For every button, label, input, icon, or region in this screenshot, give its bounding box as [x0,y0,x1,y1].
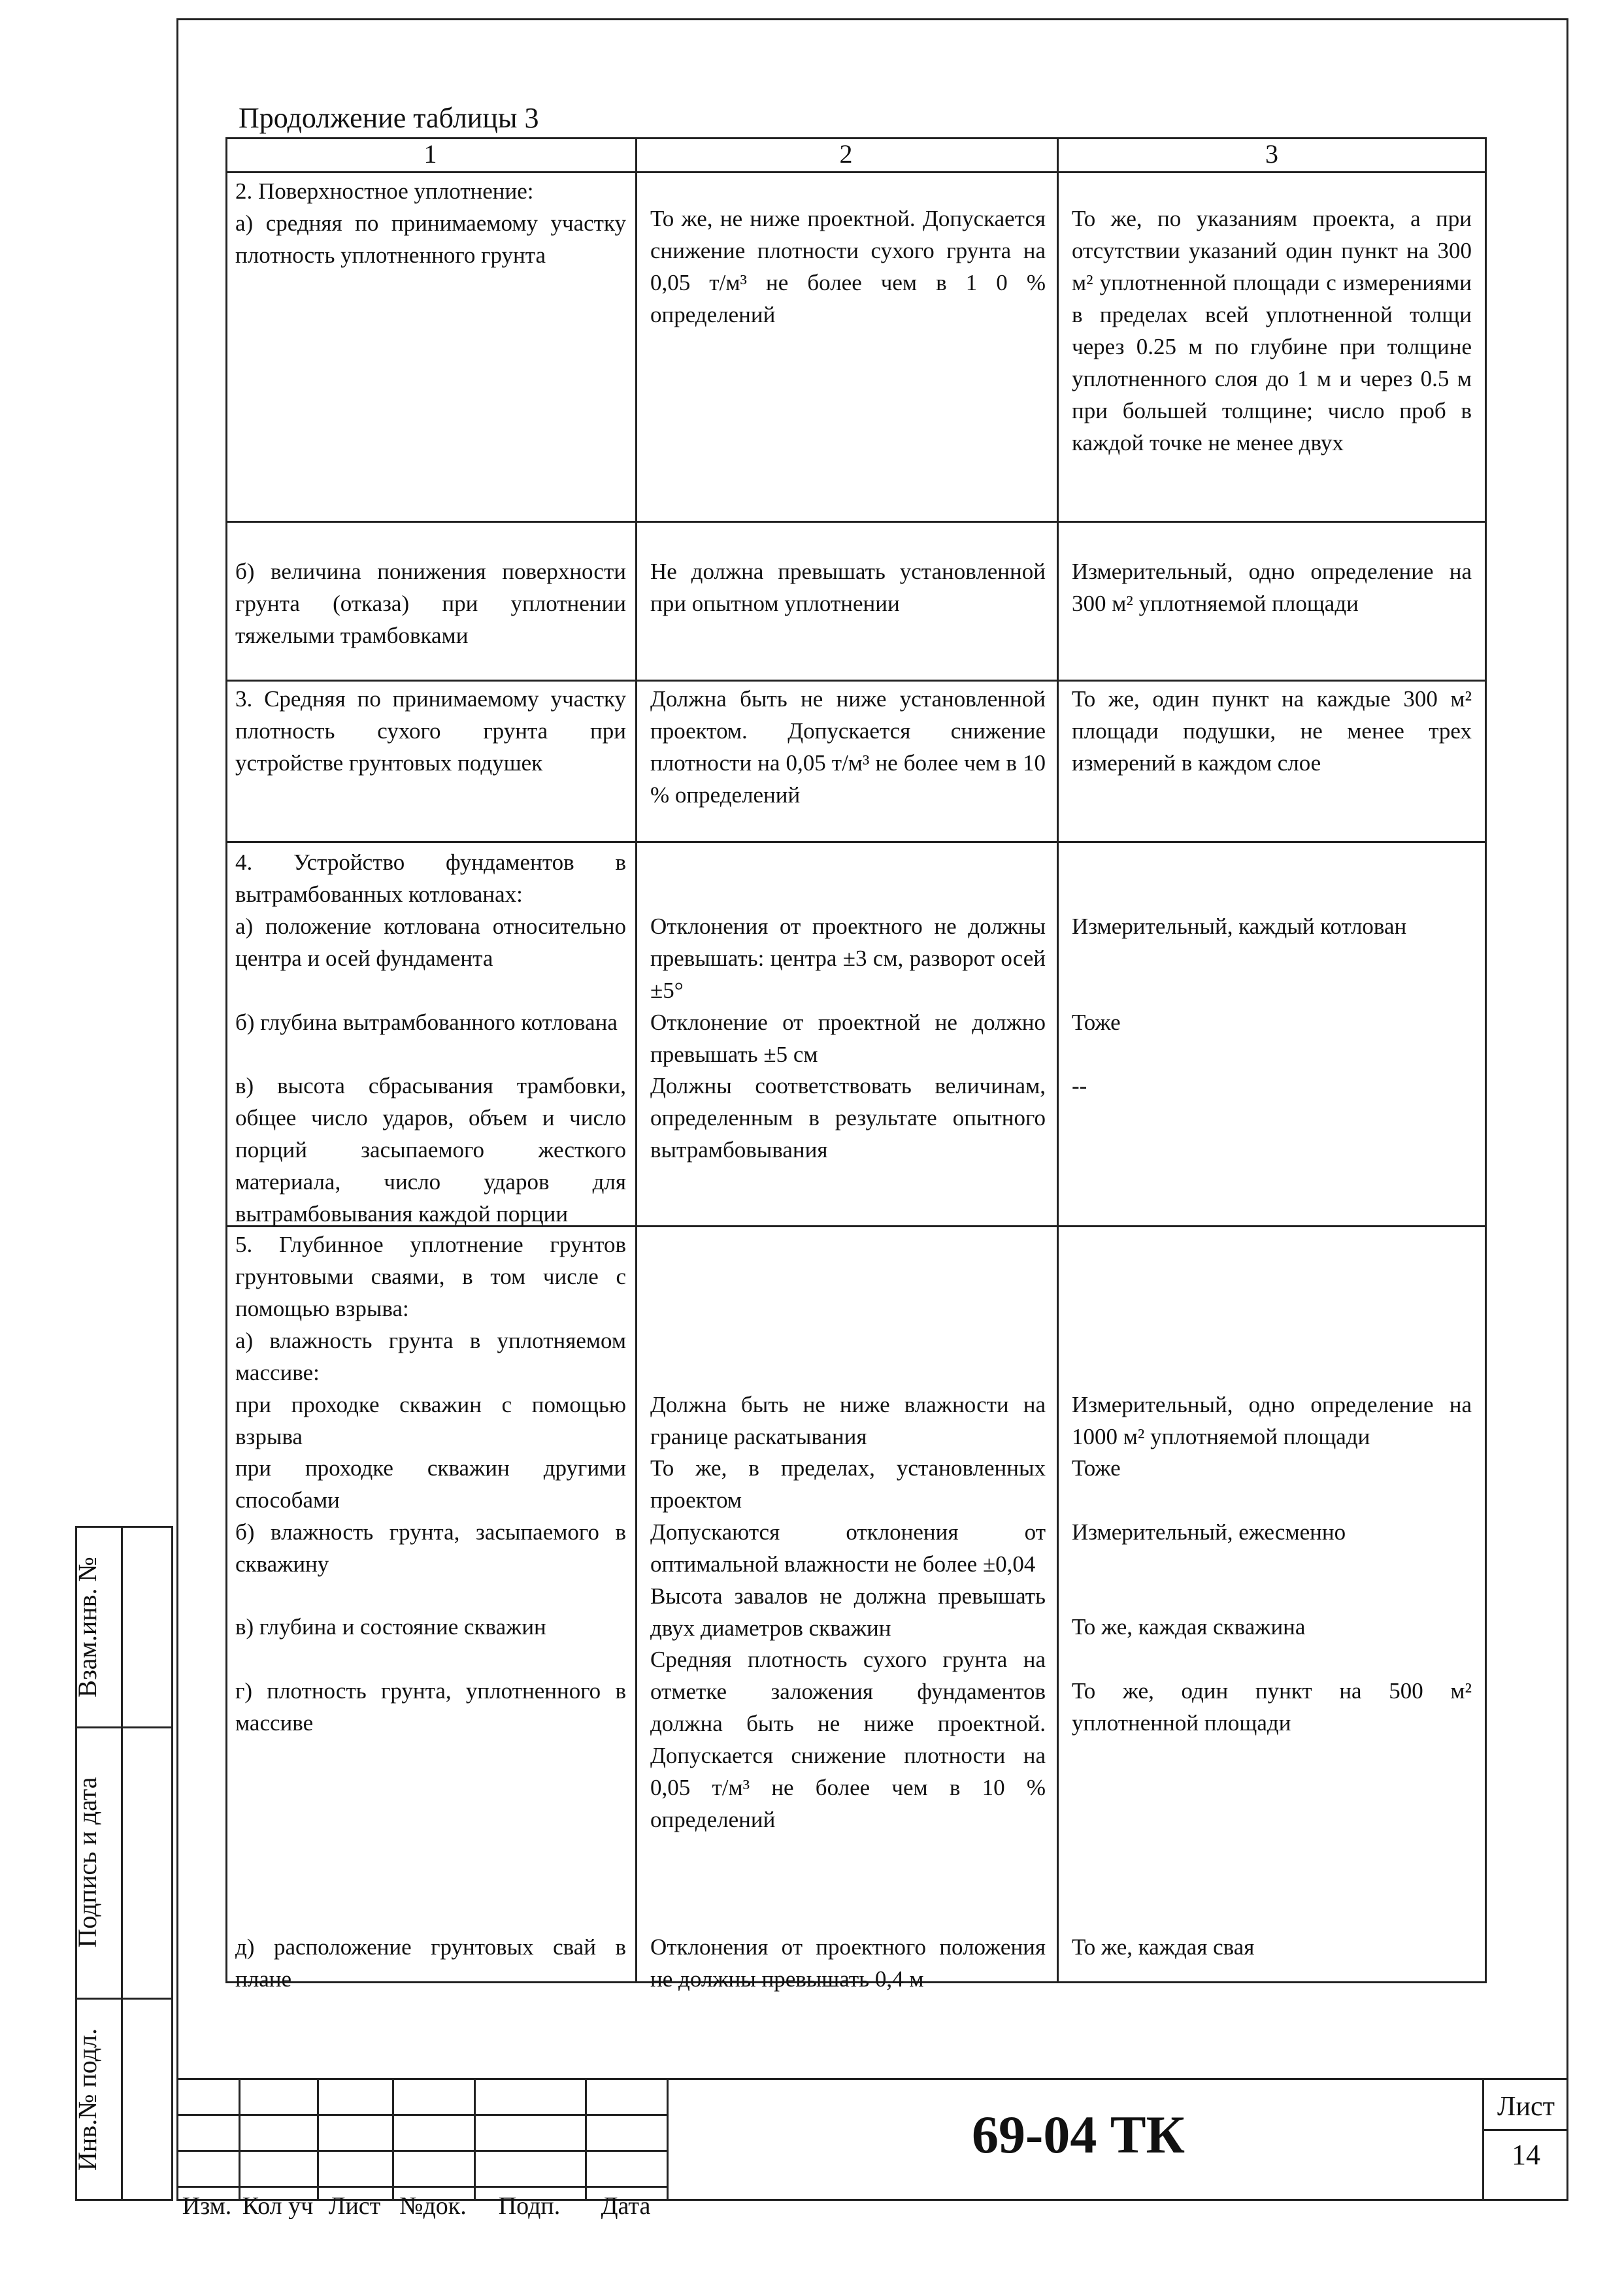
table-row-divider [225,841,1487,843]
column-number-1: 1 [423,139,437,169]
table-row-divider [225,521,1487,523]
stamp-grid-line [176,2186,667,2188]
stamp-label-podp: Подп. [498,2192,561,2220]
row-5g-control: То же, один пункт на 500 м² уплотненной площади [1072,1678,1472,1736]
row-2b-requirement: Не должна превышать установленной при опытном уплотнении [650,559,1046,616]
row-4c-parameter: в) высота сбрасывания трамбовки, общее число ударов, объем и число порций засыпаемого жесткого материала, число ударов для вытрамбовывания каждой порции [235,1073,626,1227]
row-5a1-control: Измерительный, одно определение на 1000 м² уплотняемой площади [1072,1392,1472,1449]
row-4c-requirement: Должны соответствовать величинам, определенным в результате опытного вытрамбовывания [650,1073,1046,1163]
side-box-divider [121,1526,123,2201]
row-5g-requirement: Средняя плотность сухого грунта на отметке заложения фундаментов должна быть не ниже проектной. Допускается снижение плотности на 0,05 т/м³ не более чем в 10 % определений [650,1647,1046,1832]
row-5g-parameter: г) плотность грунта, уплотненного в массиве [235,1678,626,1736]
stamp-grid-line [392,2078,394,2201]
stamp-grid-line [176,2114,667,2116]
row-5v-parameter: в) глубина и состояние скважин [235,1614,546,1640]
row-4b-requirement: Отклонение от проектной не должно превышать ±5 см [650,1010,1046,1067]
side-label-sign-date: Подпись и дата [73,1777,102,1948]
stamp-grid-line [667,2078,669,2201]
stamp-grid-line [585,2078,587,2201]
stamp-grid-line [474,2078,476,2201]
stamp-top-border [176,2078,1568,2080]
sheet-label: Лист [1497,2092,1555,2122]
stamp-label-ndok: №док. [399,2192,467,2220]
row-5a1-parameter: при проходке скважин с помощью взрыва [235,1392,626,1449]
row-5d-requirement: Отклонения от проектного положения не должны превышать 0,4 м [650,1934,1046,1992]
row-5d-parameter: д) расположение грунтовых свай в плане [235,1934,626,1992]
row-5-title: 5. Глубинное уплотнение грунтов грунтовыми сваями, в том числе с помощью взрыва: [235,1232,626,1321]
table-header-divider [225,171,1487,173]
row-5a2-requirement: То же, в пределах, установленных проектом [650,1455,1046,1513]
document-number: 69-04 ТК [972,2105,1185,2164]
stamp-label-list: Лист [328,2192,381,2220]
row-4a-parameter: а) положение котлована относительно центра и осей фундамента [235,914,626,971]
row-5v-control: То же, каждая скважина [1072,1614,1306,1640]
row-3-requirement: Должна быть не ниже установленной проектом. Допускается снижение плотности на 0,05 т/м³ не более чем в 10 % определений [650,686,1046,808]
side-label-inv-podl: Инв.№ подл. [73,2028,102,2171]
stamp-grid-line [176,2150,667,2152]
row-2b-control: Измерительный, одно определение на 300 м² уплотняемой площади [1072,559,1472,616]
column-number-3: 3 [1265,139,1278,169]
stamp-label-data: Дата [601,2192,651,2220]
row-2-requirement: То же, не ниже проектной. Допускается снижение плотности сухого грунта на 0,05 т/м³ не более чем в 1 0 % определений [650,206,1046,327]
row-5a2-parameter: при проходке скважин другими способами [235,1455,626,1513]
stamp-grid-line [1482,2129,1568,2131]
row-4a-control: Измерительный, каждый котлован [1072,914,1407,939]
row-5d-control: То же, каждая свая [1072,1934,1255,1960]
row-4c-control: -- [1072,1073,1087,1098]
row-3-control: То же, один пункт на каждые 300 м² площади подушки, не менее трех измерений в каждом слое [1072,686,1472,776]
row-4a-requirement: Отклонения от проектного не должны превышать: центра ±3 см, разворот осей ±5° [650,914,1046,1003]
table-col-divider-1 [635,137,637,1983]
column-number-2: 2 [839,139,853,169]
row-5a1-requirement: Должна быть не ниже влажности на границе раскатывания [650,1392,1046,1449]
stamp-grid-line [239,2078,240,2201]
row-5b-parameter: б) влажность грунта, засыпаемого в скважину [235,1519,626,1577]
row-5b-control: Измерительный, ежесменно [1072,1519,1346,1545]
row-5v-requirement: Высота завалов не должна превышать двух диаметров скважин [650,1583,1046,1641]
row-3-parameter: 3. Средняя по принимаемому участку плотность сухого грунта при устройстве грунтовых подушек [235,686,626,776]
row-4-title: 4. Устройство фундаментов в вытрамбованных котлованах: [235,850,626,907]
table-col-divider-2 [1057,137,1059,1983]
stamp-grid-line [317,2078,319,2201]
side-label-inv-vzam: Взам.инв. № [73,1557,102,1698]
table-caption: Продолжение таблицы 3 [239,102,539,134]
row-4b-control: Тоже [1072,1010,1121,1035]
table-row-divider [225,680,1487,682]
row-5a-parameter: а) влажность грунта в уплотняемом массиве: [235,1328,626,1385]
row-5b-requirement: Допускаются отклонения от оптимальной влажности не более ±0,04 [650,1519,1046,1577]
sheet-number: 14 [1512,2139,1540,2171]
stamp-label-izm: Изм. [182,2192,232,2220]
stamp-label-kol-uch: Кол уч [242,2192,314,2220]
row-4b-parameter: б) глубина вытрамбованного котлована [235,1010,618,1035]
row-2-parameter: 2. Поверхностное уплотнение: а) средняя по принимаемому участку плотность уплотненного грунта [235,178,626,268]
row-2b-parameter: б) величина понижения поверхности грунта (отказа) при уплотнении тяжелыми трамбовками [235,559,626,648]
row-5a2-control: Тоже [1072,1455,1121,1481]
row-2-control: То же, по указаниям проекта, а при отсутствии указаний один пункт на 300 м² уплотненной площади с измерениями в пределах всей уплотненной толщи через 0.25 м по глубине при толщине уплотненного слоя до 1 м и через 0.5 м при большей толщине; число проб в каждой точке не менее двух [1072,206,1472,455]
